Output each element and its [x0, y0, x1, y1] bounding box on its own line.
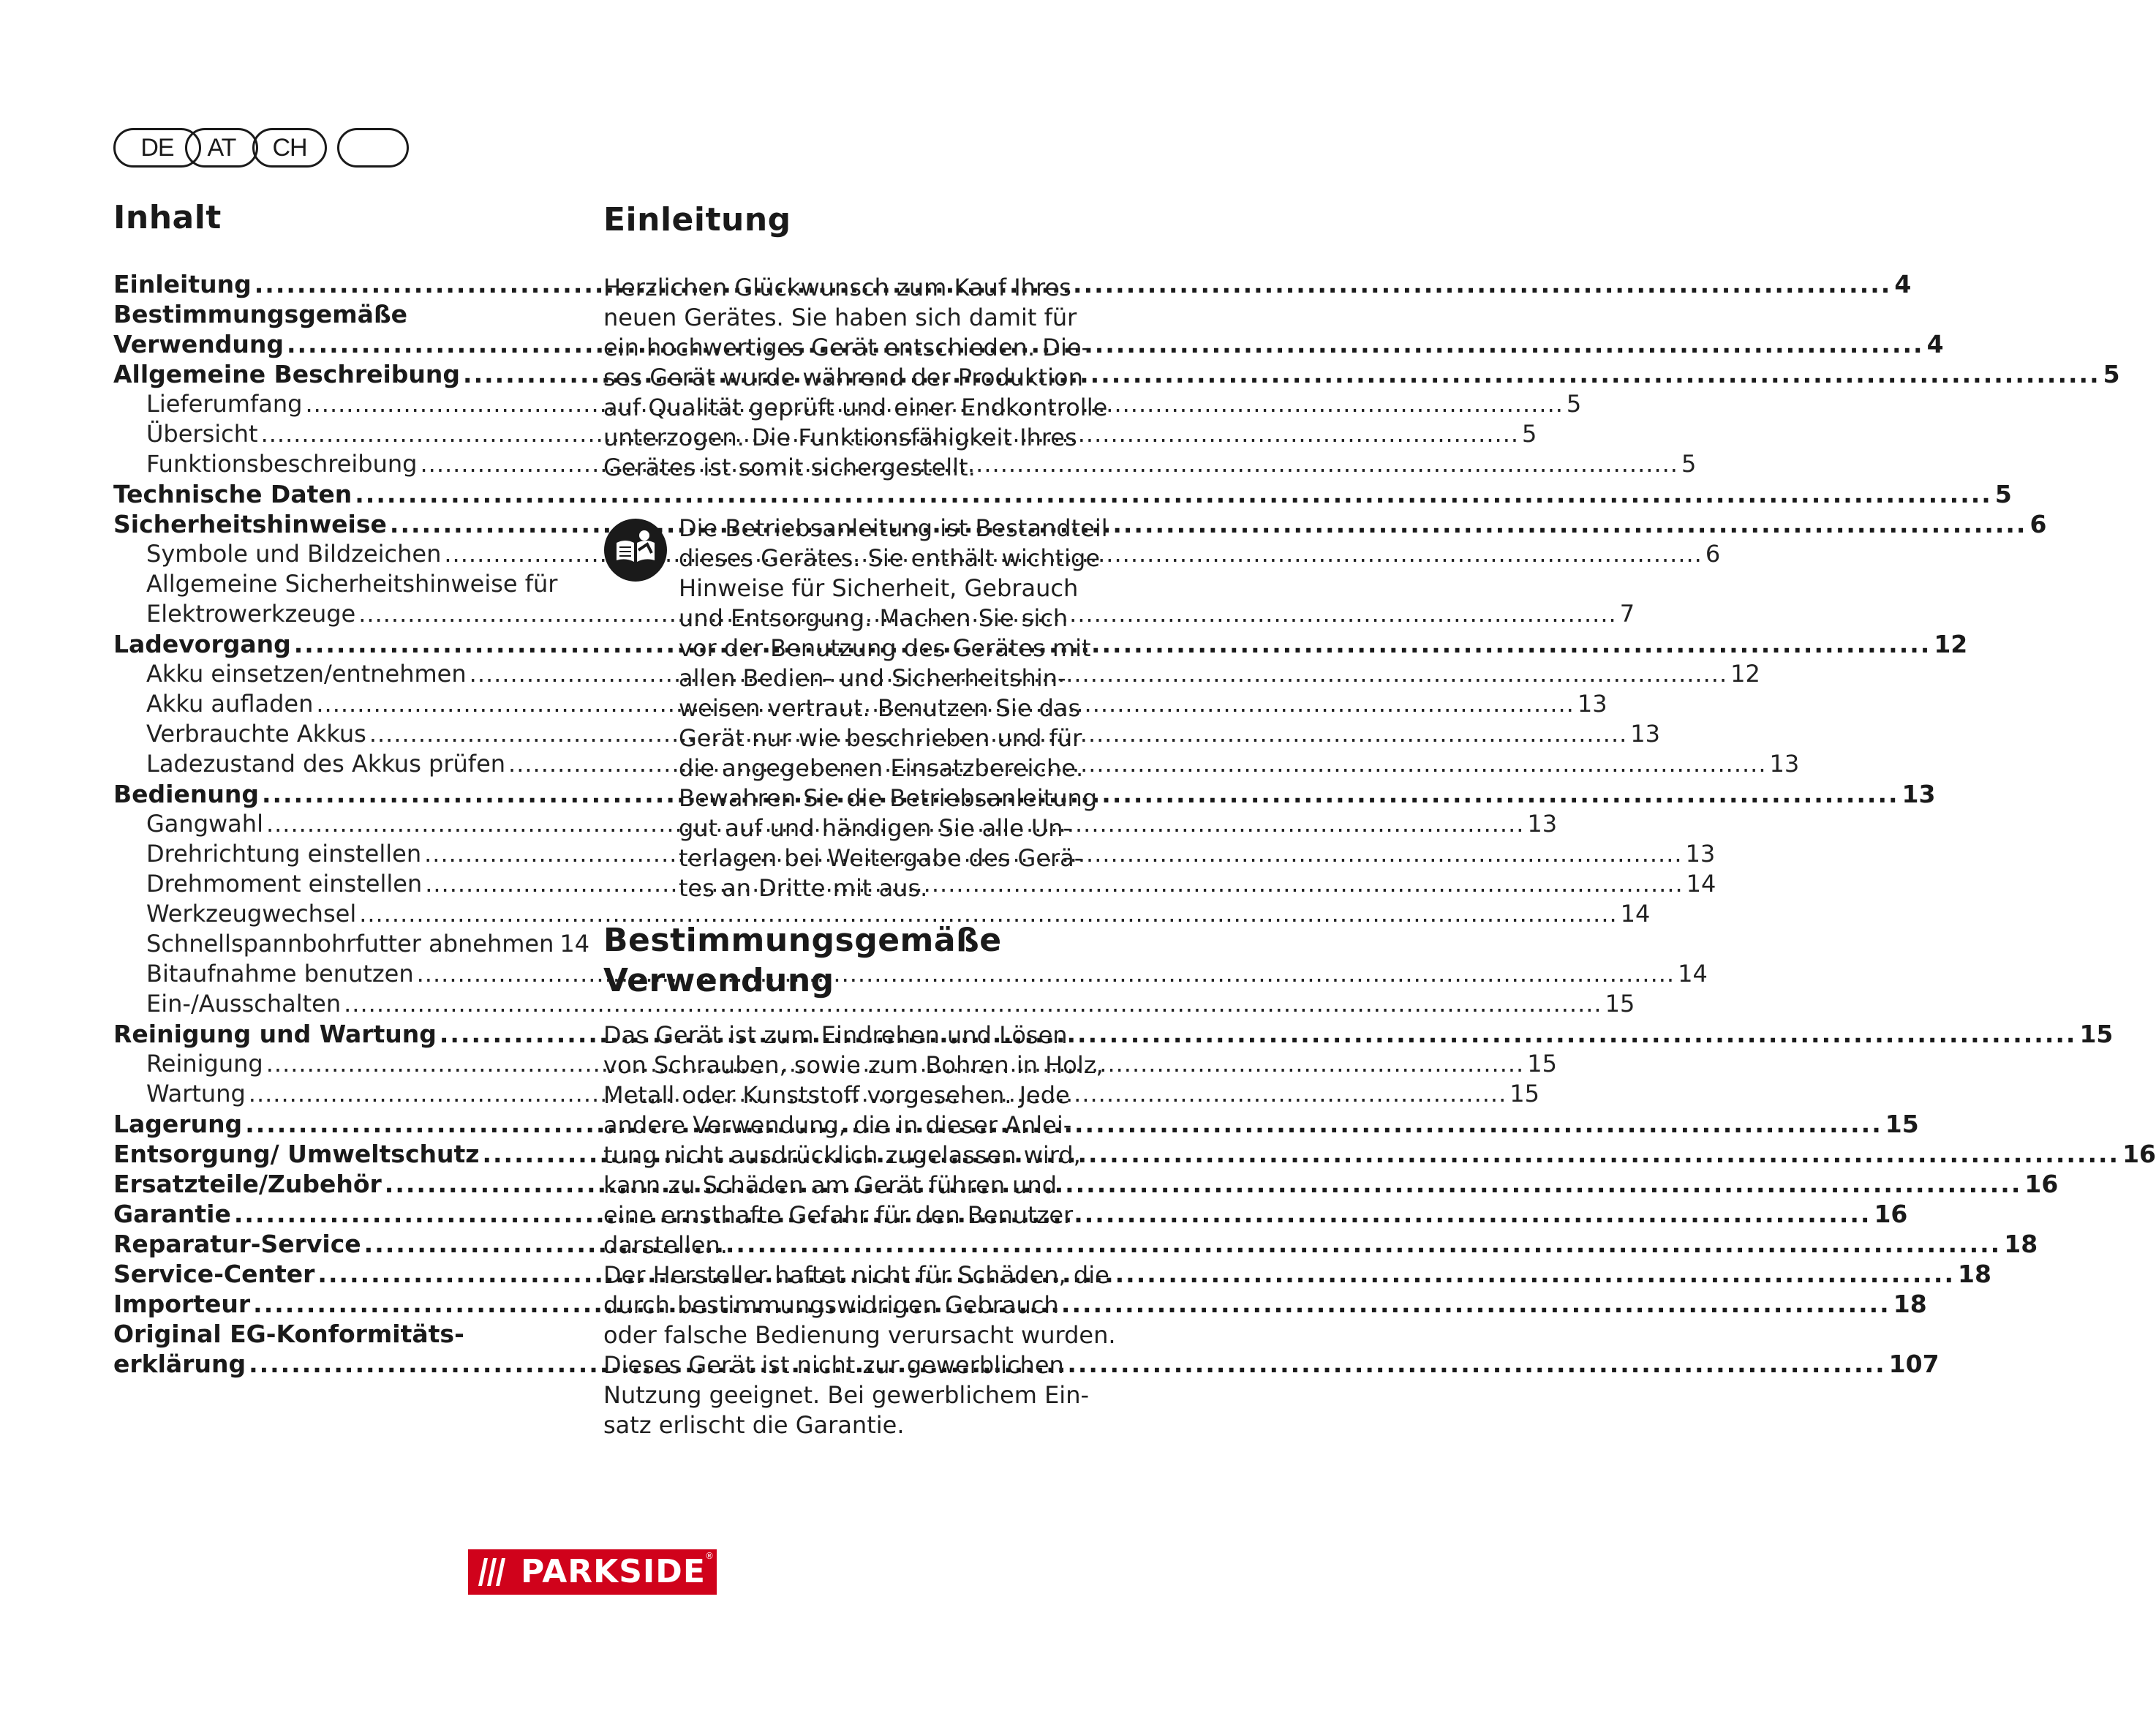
toc-entry	[113, 989, 1635, 1019]
toc-entry-page: 107	[1888, 1350, 1940, 1378]
toc-entry-page: 13	[1769, 750, 1800, 778]
toc-entry	[113, 929, 590, 959]
text-line: tes an Dritte mit aus.	[679, 874, 928, 902]
text-line: allen Bedien- und Sicherheitshin-	[679, 664, 1066, 692]
toc-entry-page: 5	[1566, 390, 1582, 418]
toc-entry-label: Ersatzteile/Zubehör	[113, 1170, 382, 1198]
text-line: andere Verwendung, die in dieser Anlei-	[603, 1111, 1072, 1139]
toc-leader-dots	[355, 479, 1992, 509]
text-line: Dieses Gerät ist nicht zur gewerblichen	[603, 1351, 1064, 1379]
toc-entry-label: Einleitung	[113, 270, 252, 298]
toc-entry-label: Lieferumfang	[146, 390, 303, 418]
verwendung-heading-line1: Bestimmungsgemäße	[603, 922, 1002, 959]
parkside-logo	[468, 1549, 717, 1595]
toc-entry-label: Funktionsbeschreibung	[146, 450, 418, 478]
toc-entry-page: 5	[1681, 450, 1697, 478]
toc-entry	[113, 299, 581, 329]
toc-entry-label: Entsorgung/ Umweltschutz	[113, 1140, 480, 1168]
logo-slashes-icon	[468, 1549, 521, 1595]
text-line: terlagen bei Weitergabe des Gerä-	[679, 844, 1083, 872]
verwendung-heading-line2: Verwendung	[603, 962, 834, 999]
toc-entry	[113, 899, 1651, 929]
toc-entry-label: Gangwahl	[146, 810, 263, 838]
toc-entry	[113, 479, 2012, 509]
toc-leader-dots	[317, 1259, 1955, 1289]
toc-entry-page: 14	[1620, 900, 1651, 928]
toc-entry-page: 5	[2103, 360, 2120, 388]
text-line: eine ernsthafte Gefahr für den Benutzer	[603, 1201, 1074, 1229]
toc-entry-page: 16	[1874, 1200, 1908, 1228]
text-line: ein hochwertiges Gerät entschieden. Die-	[603, 334, 1090, 361]
toc-entry-page: 4	[1926, 330, 1944, 358]
toc-entry-label: Garantie	[113, 1200, 231, 1228]
text-line: Bewahren Sie die Betriebsanleitung	[679, 784, 1098, 812]
toc-entry-label: Lagerung	[113, 1110, 243, 1138]
text-line: Nutzung geeignet. Bei gewerblichem Ein-	[603, 1381, 1090, 1409]
text-line: vor der Benutzung des Gerätes mit	[679, 634, 1091, 662]
read-manual-icon	[603, 518, 668, 582]
toc-entry-label: Drehmoment einstellen	[146, 870, 423, 898]
manual-notice-paragraph	[679, 514, 1108, 903]
toc-entry-page: 13	[1527, 810, 1558, 838]
toc-entry-label: Drehrichtung einstellen	[146, 840, 422, 868]
verwendung-paragraph	[603, 1020, 1116, 1440]
toc-entry-label: Schnellspannbohrfutter abnehmen	[146, 930, 554, 958]
country-badge-at: AT	[185, 128, 258, 168]
toc-entry-page: 4	[1894, 270, 1912, 298]
logo-registered-mark: ®	[705, 1551, 714, 1561]
text-line: und Entsorgung. Machen Sie sich	[679, 604, 1068, 632]
text-line: weisen vertraut. Benutzen Sie das	[679, 694, 1081, 722]
toc-entry-page: 12	[1934, 630, 1968, 658]
toc-entry-label: Reinigung und Wartung	[113, 1020, 437, 1048]
text-line: Gerätes ist somit sichergestellt.	[603, 454, 976, 481]
text-line: auf Qualität geprüft und einer Endkontrolle	[603, 394, 1108, 421]
toc-entry-page: 15	[1885, 1110, 1919, 1138]
toc-leader-dots	[344, 989, 1602, 1019]
toc-entry-page: 5	[1522, 420, 1537, 448]
toc-entry-page: 13	[1685, 840, 1716, 868]
text-line: durch bestimmungswidrigen Gebrauch	[603, 1291, 1059, 1319]
toc-entry-label: Sicherheitshinweise	[113, 510, 387, 538]
text-line: Herzlichen Glückwunsch zum Kauf Ihres	[603, 274, 1071, 301]
toc-entry-page: 13	[1630, 720, 1660, 748]
logo-brand-text: PARKSIDE	[521, 1553, 706, 1590]
text-line: ses Gerät wurde während der Produktion	[603, 364, 1083, 391]
toc-entry-page: 13	[1901, 780, 1936, 808]
toc-entry-label: Verbrauchte Akkus	[146, 720, 366, 748]
toc-entry-label: Allgemeine Sicherheitshinweise für	[146, 570, 558, 598]
text-line: satz erlischt die Garantie.	[603, 1411, 905, 1439]
toc-entry-label: erklärung	[113, 1350, 246, 1378]
text-line: Die Betriebsanleitung ist Bestandteil	[679, 514, 1108, 542]
toc-entry-label: Verwendung	[113, 330, 284, 358]
toc-entry-label: Ladevorgang	[113, 630, 291, 658]
toc-entry-label: Original EG-Konformitäts-	[113, 1320, 464, 1348]
toc-entry-page: 14	[1686, 870, 1716, 898]
text-line: Das Gerät ist zum Eindrehen und Lösen	[603, 1021, 1068, 1049]
toc-entry-label: Reinigung	[146, 1050, 263, 1078]
country-badge-blank	[337, 128, 409, 168]
toc-entry-label: Bestimmungsgemäße	[113, 300, 408, 328]
text-line: Der Hersteller haftet nicht für Schäden, die	[603, 1261, 1109, 1289]
toc-entry-page: 7	[1619, 600, 1635, 628]
text-line: tung nicht ausdrücklich zugelassen wird,	[603, 1141, 1081, 1169]
country-badge-ch: CH	[252, 128, 327, 168]
text-line: von Schrauben, sowie zum Bohren in Holz,	[603, 1051, 1104, 1079]
einleitung-heading: Einleitung	[603, 201, 791, 238]
toc-entry-label: Akku einsetzen/entnehmen	[146, 660, 467, 688]
toc-entry-page: 18	[2004, 1230, 2038, 1258]
toc-entry-label: Ein-/Ausschalten	[146, 990, 342, 1018]
toc-entry-page: 13	[1577, 690, 1607, 718]
toc-entry-page: 6	[1705, 540, 1721, 568]
text-line: Metall oder Kunststoff vorgesehen. Jede	[603, 1081, 1070, 1109]
toc-entry	[113, 569, 581, 599]
toc-entry-page: 18	[1958, 1260, 1991, 1288]
toc-entry-page: 15	[1605, 990, 1635, 1018]
text-line: gut auf und händigen Sie alle Un-	[679, 814, 1072, 842]
text-line: kann zu Schäden am Gerät führen und	[603, 1171, 1058, 1199]
toc-entry-page: 14	[1678, 960, 1708, 988]
toc-entry-label: Allgemeine Beschreibung	[113, 360, 461, 388]
toc-entry-label: Reparatur-Service	[113, 1230, 361, 1258]
toc-entry-label: Werkzeugwechsel	[146, 900, 357, 928]
toc-entry-label: Wartung	[146, 1080, 246, 1108]
toc-entry-page: 16	[2122, 1140, 2156, 1168]
toc-entry-label: Übersicht	[146, 420, 258, 448]
toc-entry-label: Akku aufladen	[146, 690, 314, 718]
toc-entry-page: 15	[2079, 1020, 2114, 1048]
text-line: die angegebenen Einsatzbereiche.	[679, 754, 1084, 782]
country-badges	[113, 128, 347, 172]
text-line: Gerät nur wie beschrieben und für	[679, 724, 1082, 752]
toc-entry-label: Importeur	[113, 1290, 251, 1318]
toc-entry-page: 15	[1527, 1050, 1557, 1078]
country-badge-de: DE	[113, 128, 201, 168]
toc-entry-label: Bitaufnahme benutzen	[146, 960, 414, 988]
toc-heading: Inhalt	[113, 199, 222, 236]
text-line: dieses Gerätes. Sie enthält wichtige	[679, 544, 1101, 572]
toc-entry-page: 14	[559, 930, 590, 958]
text-line: neuen Gerätes. Sie haben sich damit für	[603, 304, 1077, 331]
toc-entry-label: Technische Daten	[113, 480, 353, 508]
einleitung-paragraph	[603, 273, 1107, 483]
toc-entry-label: Symbole und Bildzeichen	[146, 540, 442, 568]
text-line: Hinweise für Sicherheit, Gebrauch	[679, 574, 1079, 602]
text-line: oder falsche Bedienung verursacht wurden.	[603, 1321, 1116, 1349]
toc-entry-page: 18	[1893, 1290, 1927, 1318]
toc-entry-label: Ladezustand des Akkus prüfen	[146, 750, 506, 778]
text-line: darstellen.	[603, 1231, 728, 1259]
toc-entry-page: 16	[2024, 1170, 2059, 1198]
toc-entry-label: Elektrowerkzeuge	[146, 600, 356, 628]
toc-entry-label: Bedienung	[113, 780, 259, 808]
toc-entry-label: Service-Center	[113, 1260, 315, 1288]
toc-entry-page: 5	[1994, 480, 2012, 508]
toc-entry-page: 12	[1730, 660, 1760, 688]
toc-entry	[113, 1319, 581, 1349]
toc-leader-dots	[294, 629, 1931, 659]
toc-entry-page: 15	[1509, 1080, 1539, 1108]
text-line: unterzogen. Die Funktionsfähigkeit Ihres	[603, 424, 1077, 451]
toc-entry-page: 6	[2029, 510, 2047, 538]
